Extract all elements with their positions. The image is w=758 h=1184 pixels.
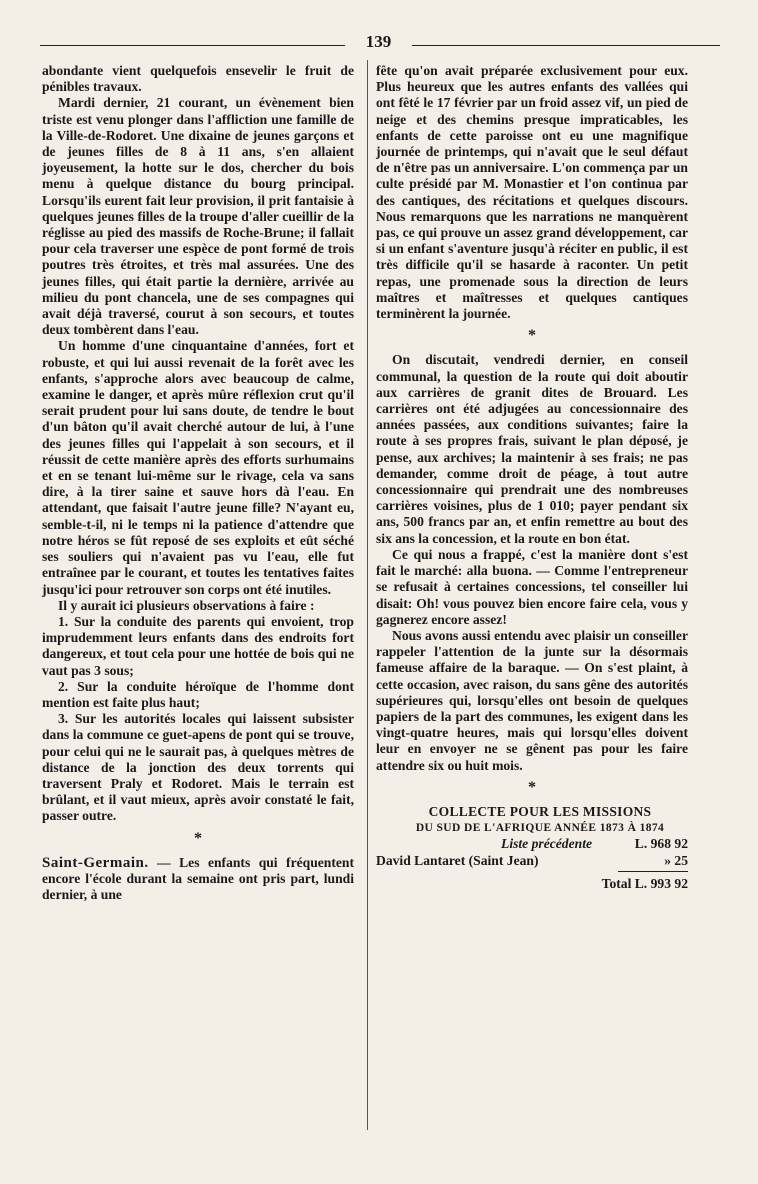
paragraph-text: — Les enfants qui fréquentent encore l'école durant la semaine ont pris part, lundi dernier, à une <box>42 854 354 903</box>
paragraph: abondante vient quelquefois ensevelir le fruit de pénibles travaux. <box>42 63 354 95</box>
collecte-subtitle: DU SUD DE L'AFRIQUE ANNÉE 1873 À 1874 <box>415 822 665 835</box>
ledger-total: Total L. 993 92 <box>601 875 688 891</box>
paragraph: Nous avons aussi entendu avec plaisir un conseiller rappeler l'attention de la junte sur la désormais fameuse affaire de la baraque. — On s'est plaint, à cette occasion, avec raison, du sans gêne des autorités supérieures qui, lorsqu'elles ont besoin de quelques papiers de la part des communes, les exigent dans les vingt-quatre heures, mais qui lorsqu'elles doivent leur en envoyer ne se gênent pas pour les faire attendre six ou huit mois. <box>376 627 688 773</box>
paragraph: Mardi dernier, 21 courant, un évènement bien triste est venu plonger dans l'affliction une famille de la Ville-de-Rodoret. Une dixaine de jeunes garçons et de jeunes filles de 8 à 11 ans, s'en allaient joyeusement, la hotte sur le dos, chercher du bois menu à quelque distance du bourg principal. Lorsqu'ils eurent fait leur provision, il prit fantaisie à quelques jeunes filles de la troupe d'aller cueillir de la réglisse au pied des massifs de Roche-Brune; il fallait pour cela traverser une espèce de pont formé de trois poutres très étroites, et très mal assurées. Une des jeunes filles, qui était partie la dernière, arrivée au milieu du pont chancela, une de ses compagnes qui avait déjà traversé, courut à son secours, et toutes deux tombèrent dans l'eau. <box>42 95 354 338</box>
header-rule-right <box>412 45 720 46</box>
list-item: 2. Sur la conduite héroïque de l'homme dont mention est faite plus haut; <box>42 678 354 710</box>
list-item: 1. Sur la conduite des parents qui envoient, trop imprudemment leurs enfants dans des endroits fort dangereux, et tout cela pour une hottée de bois qui ne vaut pas 3 sous; <box>42 613 354 678</box>
sum-rule <box>618 871 688 872</box>
ledger-row <box>376 836 688 852</box>
column-divider <box>367 60 368 1130</box>
ledger-amount: L. 968 92 <box>634 836 688 852</box>
ledger-label: Liste précédente <box>501 836 592 852</box>
place-heading: Saint-Germain. <box>42 854 149 871</box>
paragraph: On discutait, vendredi dernier, en conseil communal, la question de la route qui doit aboutir aux carrières de granit dites de Brouard. Les carrières ont été adjugées au concessionnaire des années passées, aux conditions suivantes; faire la route à ses propres frais, suivant le plan déposé, je pense, aux archives; la maintenir à ses frais; ne pas demander, comme droit de péage, à tout autre concessionnaire qui prendrait une des nombreuses carrières voisines, plus de 1 010; payer pendant six ans, 500 francs par an, et enfin remettre au bout des six ans la concession, et la route en bon état. <box>376 352 688 546</box>
header-rule-left <box>40 45 345 46</box>
list-item: 3. Sur les autorités locales qui laissent subsister dans la commune ce guet-apens de pont qui se trouve, pour celui qui ne le saurait pas, à quelques mètres de distance de la jonction des deux torrents qui traversent Praly et Rodoret. Mais le terrain est brûlant, et il vaut mieux, après avoir constaté le fait, passer outre. <box>42 711 354 824</box>
page-number: 139 <box>365 32 392 51</box>
paragraph: Ce qui nous a frappé, c'est la manière dont s'est fait le marché: alla buona. — Comme l'entrepreneur se refusait à certaines concessions, tel conseiller lui disait: Oh! vous pouvez bien encore faire cela, vous y gagnerez encore assez! <box>376 546 688 627</box>
right-column <box>376 63 688 892</box>
paragraph: Il y aurait ici plusieurs observations à faire : <box>58 597 315 613</box>
ledger-row <box>376 853 688 869</box>
paragraph: Un homme d'une cinquantaine d'années, fort et robuste, et qui lui aussi revenait de la forêt avec les enfants, s'approche alors avec beaucoup de calme, examine le danger, et après mûre réflexion crut qu'il serait prudent pour lui sans doute, de tendre le bout d'un bâton qu'il avait cherché autour de lui, à l'une des jeunes filles qui l'appelait à son secours, et il réussit de cette manière après des efforts surhumains et en se tenant lui-même sur le rivage, cela va sans dire, à la tirer saine et sauve hors dà l'eau. En attendant, que faisait l'autre jeune fille? N'ayant eu, semble-t-il, ni le temps ni la patience d'attendre que notre héros se fût reposé de ses exploits et eût séché ses souliers qui n'avaient pas vu l'eau, elle fut entraînee par le courant, et toutes les tentatives faites jusqu'ici pour retrouver son corps ont été inutiles. <box>42 338 354 597</box>
ledger-label: David Lantaret (Saint Jean) <box>376 852 539 868</box>
section-separator: * <box>528 327 536 345</box>
paragraph: fête qu'on avait préparée exclusivement pour eux. Plus heureux que les autres enfants des vallées qui ont fêté le 17 février par un froid assez vif, un pied de neige et des chemins presque impraticables, les enfants de cette paroisse ont eu une magnifique journée de printemps, qui n'avait que le seul défaut de n'être pas un anniversaire. L'on commença par un culte présidé par M. Monastier et l'on continua par des cantiques, des récitations et quelques discours. Nous remarquons que les narrations ne manquèrent pas, ce qui prouve un assez grand développement, car si un enfant s'aventure jusqu'à réciter en public, il est très difficile qu'il se hasarde à raconter. Un petit repas, une promenade sous la direction de leurs maîtres et maîtresses et quelques cantiques terminèrent la journée. <box>376 63 688 322</box>
paragraph <box>42 855 354 904</box>
ledger-amount: » 25 <box>664 852 688 868</box>
section-separator: * <box>194 829 202 847</box>
left-column <box>42 63 354 903</box>
section-separator: * <box>528 778 536 796</box>
collecte-title: COLLECTE POUR LES MISSIONS <box>428 803 652 819</box>
